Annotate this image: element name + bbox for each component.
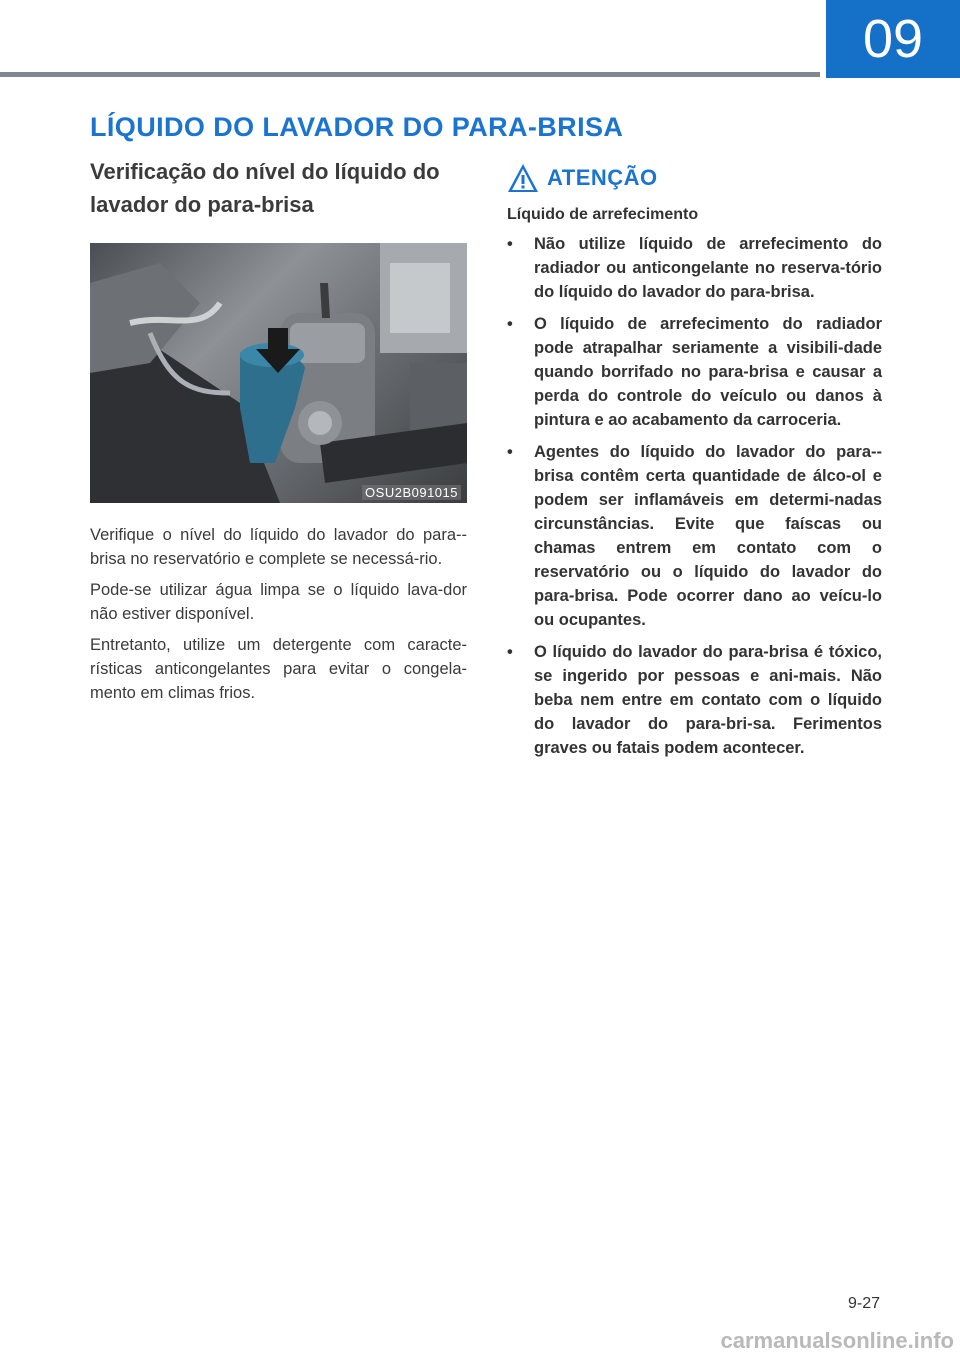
page-number: 9-27 [847,1295,880,1312]
header-rule [0,72,820,77]
warning-title: ATENÇÃO [547,165,658,190]
watermark: carmanualsonline.info [720,1328,954,1353]
warning-subtitle: Líquido de arrefecimento [507,206,699,223]
warning-item-3: • Agentes do líquido do lavador do para--brisa contêm certa quantidade de álco-ol e podem ser inflamáveis em determi-nadas circunstâncias. Evite que faíscas ou chamas entrem em contato com o reservatório ou o líquido do lavador do para-brisa. Pode ocorrer dano ao veícu-lo ou ocupantes. [507,440,882,632]
warning-item-1: • Não utilize líquido de arrefecimento do radiador ou anticongelante no reserva-tório do líquido do lavador do para-brisa. [507,232,882,304]
chapter-tab: 09 [826,0,960,78]
image-code: OSU2B091015 [362,485,461,500]
body-paragraph-2: Pode-se utilizar água limpa se o líquido lava-dor não estiver disponível. [90,581,467,623]
warning-box [507,160,882,768]
warning-triangle-icon [507,163,539,193]
warning-header [507,160,882,196]
body-paragraph-1: Verifique o nível do líquido do lavador do para--brisa no reservatório e complete se necessá-rio. [90,526,467,568]
body-paragraph-3: Entretanto, utilize um detergente com caracte-rísticas anticongelantes para evitar o congela-mento em climas frios. [90,636,467,702]
section-title: LÍQUIDO DO LAVADOR DO PARA-BRISA [90,112,624,142]
engine-bay-photo [90,243,467,503]
engine-bay-illustration [90,243,467,503]
warning-item-4: • O líquido do lavador do para-brisa é tóxico, se ingerido por pessoas e ani-mais. Não beba nem entre em contato com o líquido do lavador do para-bri-sa. Ferimentos graves ou fatais podem acontecer. [507,640,882,760]
warning-item-2: • O líquido de arrefecimento do radiador pode atrapalhar seriamente a visibili-dade quando borrifado no para-brisa e causar a perda do controle do veículo ou danos à pintura e ao acabamento da carroceria. [507,312,882,432]
sub-heading: Verificação do nível do líquido do lavador do para-brisa [90,159,440,217]
left-column [90,155,467,712]
warning-list [507,232,882,760]
